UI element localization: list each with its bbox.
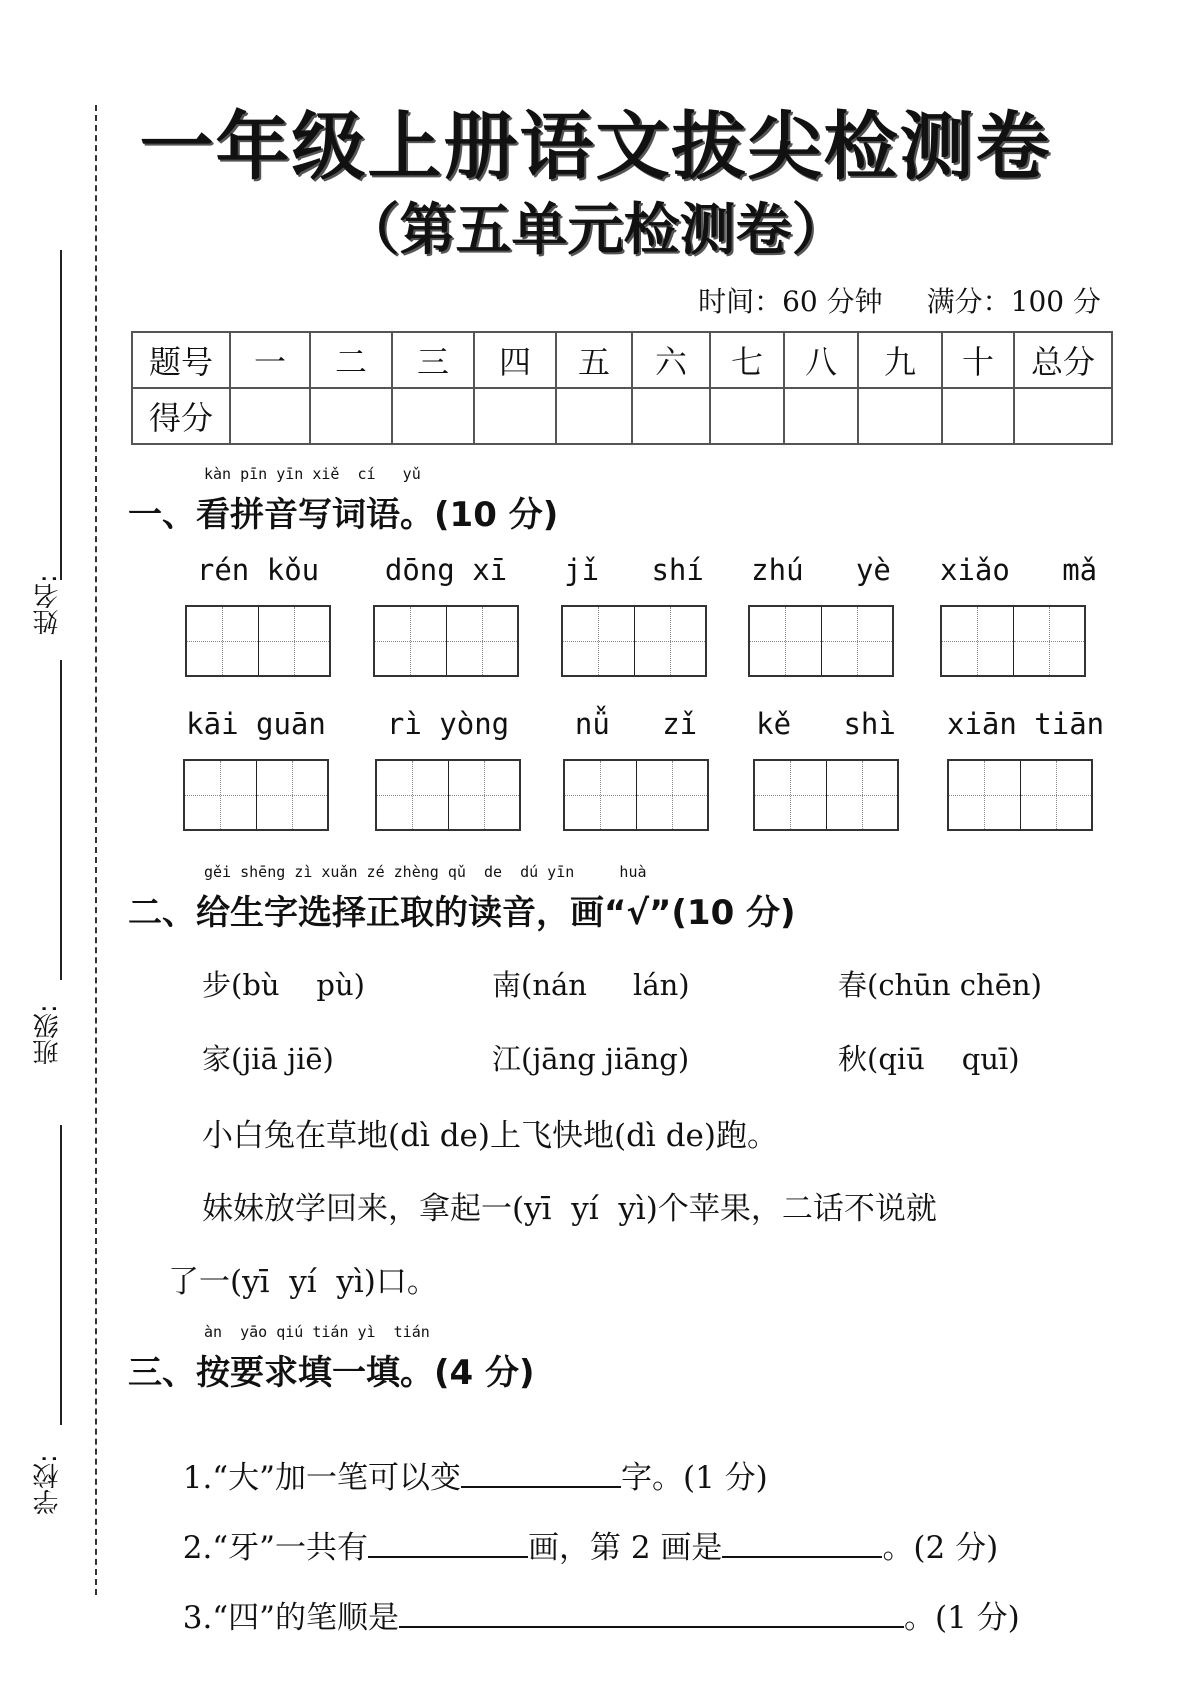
answer-blank[interactable]	[461, 1456, 621, 1488]
writing-grid[interactable]	[375, 759, 521, 831]
score-table-header-row	[132, 332, 1112, 388]
cut-line	[95, 105, 97, 1595]
score-cell[interactable]	[710, 388, 784, 444]
score-cell[interactable]	[632, 388, 710, 444]
writing-grid[interactable]	[373, 605, 519, 677]
score-cell[interactable]	[310, 388, 392, 444]
section-2-title: 二、给生字选择正取的读音，画“√”(10 分)	[128, 893, 796, 933]
score-cell[interactable]	[784, 388, 858, 444]
pinyin-word	[753, 707, 899, 831]
writing-grid[interactable]	[753, 759, 899, 831]
section-1-heading	[128, 465, 559, 536]
school-field-label: 学校:	[33, 1454, 63, 1516]
score-header-cell: 总分	[1014, 332, 1112, 388]
section-3-title: 三、按要求填一填。(4 分)	[128, 1353, 535, 1393]
score-cell[interactable]	[556, 388, 632, 444]
exam-full-score: 满分：100 分	[926, 285, 1101, 318]
writing-grid[interactable]	[748, 605, 894, 677]
question-2-text: 2.“牙”一共有	[182, 1530, 368, 1566]
question-1-tail: 字。(1 分)	[621, 1460, 768, 1496]
score-header-cell: 五	[556, 332, 632, 388]
score-header-cell: 三	[392, 332, 474, 388]
pronunciation-choice[interactable]: 家(jiā jiē)	[202, 1042, 334, 1076]
score-cell[interactable]	[392, 388, 474, 444]
answer-blank[interactable]	[399, 1596, 904, 1628]
question-1-text: 1.“大”加一笔可以变	[182, 1460, 461, 1496]
pinyin-label: dōng xī	[384, 553, 508, 587]
pinyin-label: nǚ zǐ	[574, 707, 698, 741]
pinyin-word	[373, 553, 519, 677]
writing-grid[interactable]	[185, 605, 331, 677]
question-3	[163, 1556, 1020, 1637]
section-1-pinyin: kàn pīn yīn xiě cí yǔ	[204, 465, 421, 483]
class-field-line[interactable]	[60, 700, 62, 980]
pinyin-label: zhú yè	[751, 553, 891, 587]
score-header-cell: 四	[474, 332, 556, 388]
question-2-tail: 。(2 分)	[882, 1530, 999, 1566]
score-cell[interactable]	[858, 388, 942, 444]
pinyin-label: kāi guān	[186, 707, 326, 741]
pronunciation-choice[interactable]: 春(chūn chēn)	[838, 968, 1042, 1002]
exam-time: 时间：60 分钟	[698, 285, 883, 318]
score-header-cell: 九	[858, 332, 942, 388]
answer-blank[interactable]	[722, 1526, 882, 1558]
score-header-cell: 八	[784, 332, 858, 388]
score-header-cell: 二	[310, 332, 392, 388]
school-field-line[interactable]	[60, 1125, 62, 1425]
score-cell[interactable]	[474, 388, 556, 444]
score-header-cell: 题号	[132, 332, 230, 388]
sentence-choice-1[interactable]: 小白兔在草地(dì de)上飞快地(dì de)跑。	[202, 1118, 778, 1154]
question-2	[163, 1486, 998, 1567]
sentence-choice-2-line-2[interactable]: 了一(yī yí yì)口。	[168, 1264, 438, 1300]
page-subtitle: （第五单元检测卷）	[343, 198, 848, 263]
pinyin-label: rì yòng	[386, 707, 510, 741]
pinyin-word	[561, 553, 707, 677]
score-cell[interactable]	[230, 388, 310, 444]
score-table	[131, 331, 1113, 445]
pinyin-label: rén kǒu	[196, 553, 320, 587]
pronunciation-choice[interactable]: 秋(qiū quī)	[838, 1042, 1020, 1076]
pinyin-word	[940, 553, 1098, 677]
score-header-cell: 七	[710, 332, 784, 388]
writing-grid[interactable]	[947, 759, 1093, 831]
section-3-heading	[128, 1323, 535, 1394]
writing-grid[interactable]	[561, 605, 707, 677]
pronunciation-choice[interactable]: 步(bù pù)	[202, 968, 365, 1002]
name-field-label: 姓名:	[33, 574, 63, 636]
answer-blank[interactable]	[368, 1526, 528, 1558]
pinyin-label: kě shì	[756, 707, 896, 741]
question-3-tail: 。(1 分)	[904, 1600, 1020, 1636]
score-header-cell: 六	[632, 332, 710, 388]
score-header-cell: 十	[942, 332, 1014, 388]
pinyin-word	[183, 707, 329, 831]
section-2-heading	[128, 863, 796, 934]
pronunciation-choice[interactable]: 江(jāng jiāng)	[492, 1042, 690, 1076]
pinyin-word	[563, 707, 709, 831]
section-2-pinyin: gěi shēng zì xuǎn zé zhèng qǔ de dú yīn huà	[204, 863, 647, 881]
score-header-cell: 一	[230, 332, 310, 388]
score-cell-total[interactable]	[1014, 388, 1112, 444]
score-table-score-row	[132, 388, 1112, 444]
question-1	[163, 1416, 768, 1497]
score-cell[interactable]	[942, 388, 1014, 444]
pinyin-label: jǐ shí	[564, 553, 704, 587]
section-1-title: 一、看拼音写词语。(10 分)	[128, 495, 559, 535]
section-3-pinyin: àn yāo qiú tián yì tián	[204, 1323, 430, 1341]
writing-grid[interactable]	[183, 759, 329, 831]
question-3-text: 3.“四”的笔顺是	[182, 1600, 399, 1636]
name-field-line[interactable]	[60, 250, 62, 580]
exam-meta	[698, 280, 1101, 320]
pinyin-word	[947, 707, 1105, 831]
pinyin-label: xiān tiān	[947, 707, 1105, 741]
writing-grid[interactable]	[940, 605, 1086, 677]
writing-grid[interactable]	[563, 759, 709, 831]
class-field-label: 班级:	[33, 1004, 63, 1066]
pinyin-word	[185, 553, 331, 677]
question-2-mid: 画，第 2 画是	[528, 1530, 723, 1566]
pinyin-label: xiǎo mǎ	[940, 553, 1098, 587]
pinyin-word	[748, 553, 894, 677]
sentence-choice-2-line-1[interactable]: 妹妹放学回来，拿起一(yī yí yì)个苹果，二话不说就	[202, 1191, 937, 1227]
pinyin-word	[375, 707, 521, 831]
page-title: 一年级上册语文拔尖检测卷	[139, 104, 1052, 190]
pronunciation-choice[interactable]: 南(nán lán)	[492, 968, 690, 1002]
score-row-label: 得分	[132, 388, 230, 444]
